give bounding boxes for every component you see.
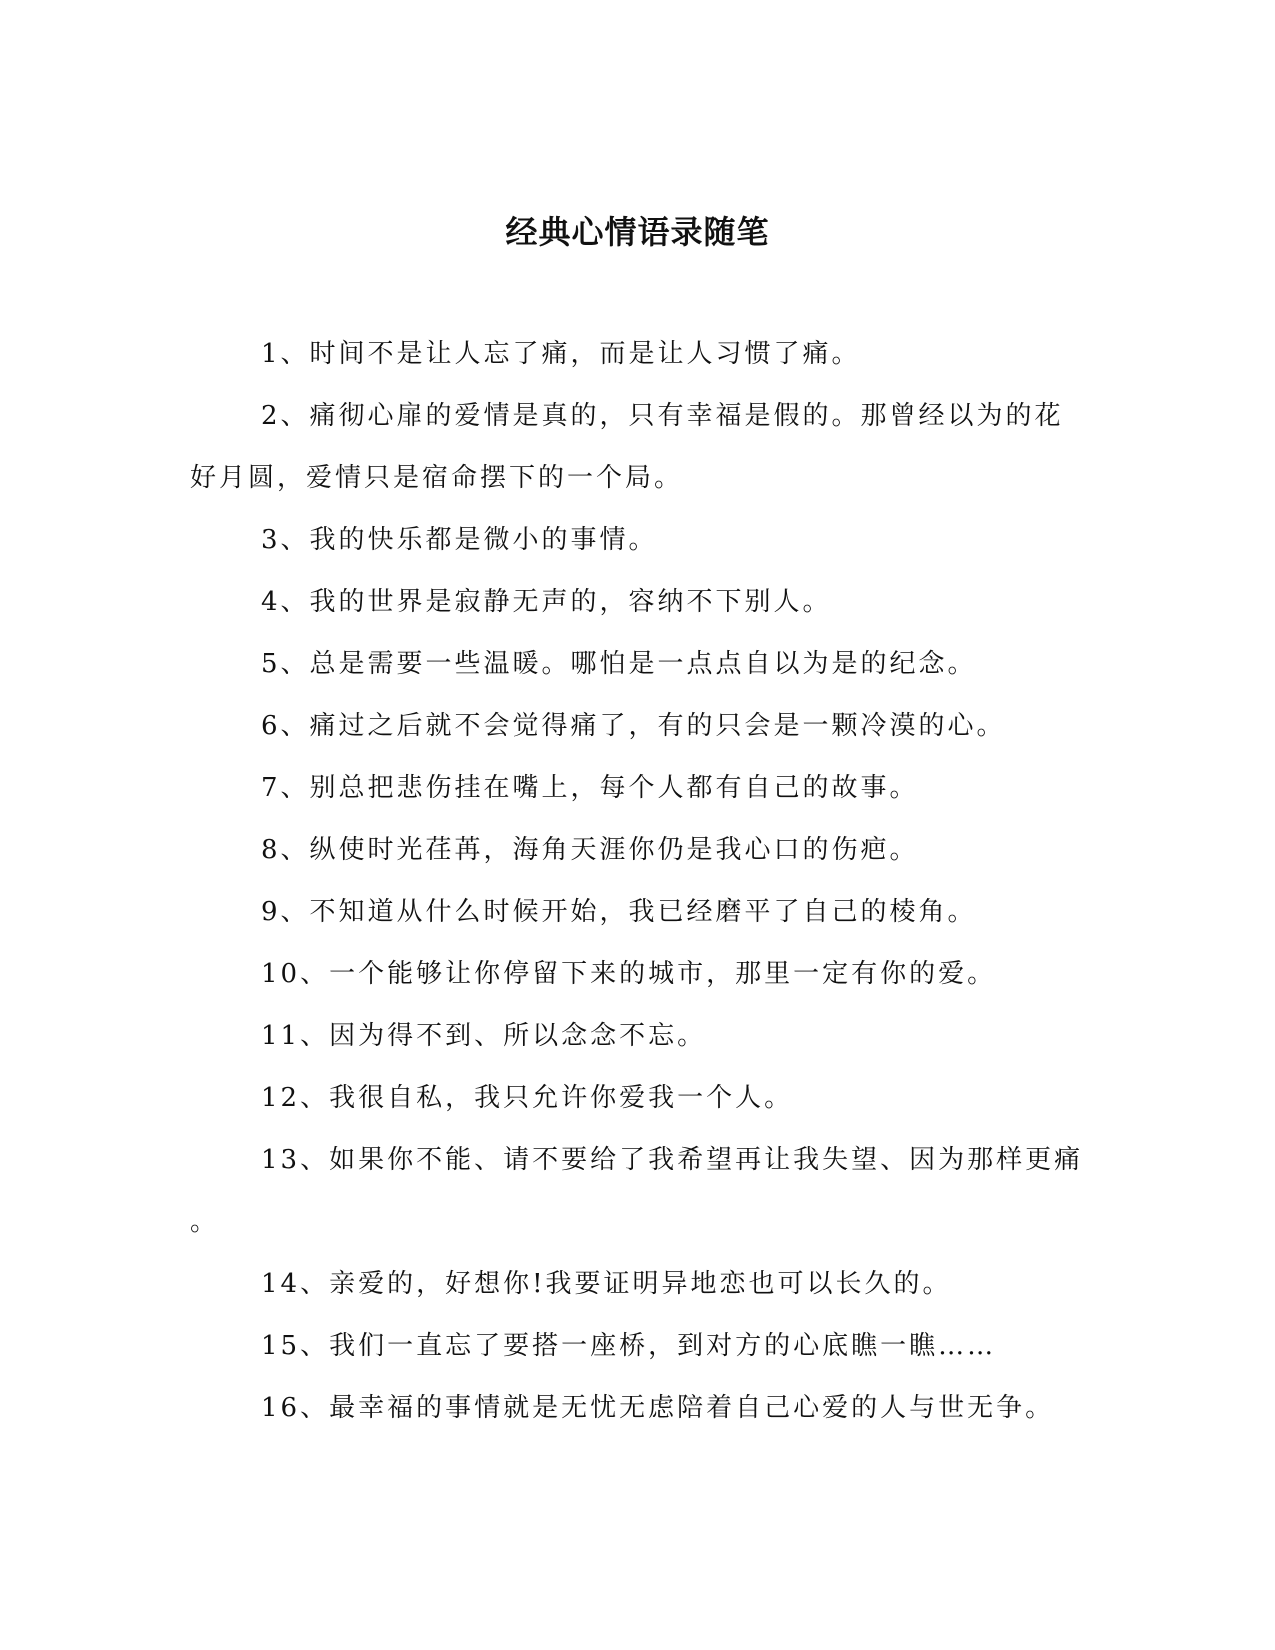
paragraph-12 [190,1067,1090,1129]
paragraph-text: 5、总是需要一些温暖。哪怕是一点点自以为是的纪念。 [261,649,977,679]
paragraph-text: 。 [190,1207,220,1237]
document-body [190,323,1090,1439]
paragraph-text: 10、一个能够让你停留下来的城市，那里一定有你的爱。 [261,959,997,989]
paragraph-text: 3、我的快乐都是微小的事情。 [261,525,658,555]
paragraph-11 [190,1005,1090,1067]
paragraph-text: 4、我的世界是寂静无声的，容纳不下别人。 [261,587,832,617]
paragraph-text: 11、因为得不到、所以念念不忘。 [261,1021,707,1051]
paragraph-6 [190,695,1090,757]
paragraph-2-line-1 [190,385,1090,447]
paragraph-text: 16、最幸福的事情就是无忧无虑陪着自己心爱的人与世无争。 [261,1393,1055,1423]
paragraph-5 [190,633,1090,695]
paragraph-13-line-1 [190,1129,1090,1191]
paragraph-text: 13、如果你不能、请不要给了我希望再让我失望、因为那样更痛 [261,1145,1084,1175]
paragraph-7 [190,757,1090,819]
paragraph-10 [190,943,1090,1005]
paragraph-16 [190,1377,1090,1439]
paragraph-text: 6、痛过之后就不会觉得痛了，有的只会是一颗冷漠的心。 [261,711,1006,741]
paragraph-14 [190,1253,1090,1315]
paragraph-9 [190,881,1090,943]
paragraph-text: 2、痛彻心扉的爱情是真的，只有幸福是假的。那曾经以为的花 [261,401,1064,431]
paragraph-text: 好月圆，爱情只是宿命摆下的一个局。 [190,463,684,493]
paragraph-1 [190,323,1090,385]
paragraph-text: 1、时间不是让人忘了痛，而是让人习惯了痛。 [261,339,861,369]
paragraph-text: 14、亲爱的，好想你!我要证明异地恋也可以长久的。 [261,1269,952,1299]
paragraph-text: 15、我们一直忘了要搭一座桥，到对方的心底瞧一瞧…… [261,1331,997,1361]
paragraph-3 [190,509,1090,571]
page-title: 经典心情语录随笔 [505,213,770,251]
paragraph-15 [190,1315,1090,1377]
paragraph-text: 9、不知道从什么时候开始，我已经磨平了自己的棱角。 [261,897,977,927]
paragraph-13-line-2 [190,1191,1090,1253]
paragraph-text: 12、我很自私，我只允许你爱我一个人。 [261,1083,794,1113]
paragraph-8 [190,819,1090,881]
paragraph-text: 8、纵使时光荏苒，海角天涯你仍是我心口的伤疤。 [261,835,919,865]
paragraph-2-line-2 [190,447,1090,509]
paragraph-text: 7、别总把悲伤挂在嘴上，每个人都有自己的故事。 [261,773,919,803]
paragraph-4 [190,571,1090,633]
